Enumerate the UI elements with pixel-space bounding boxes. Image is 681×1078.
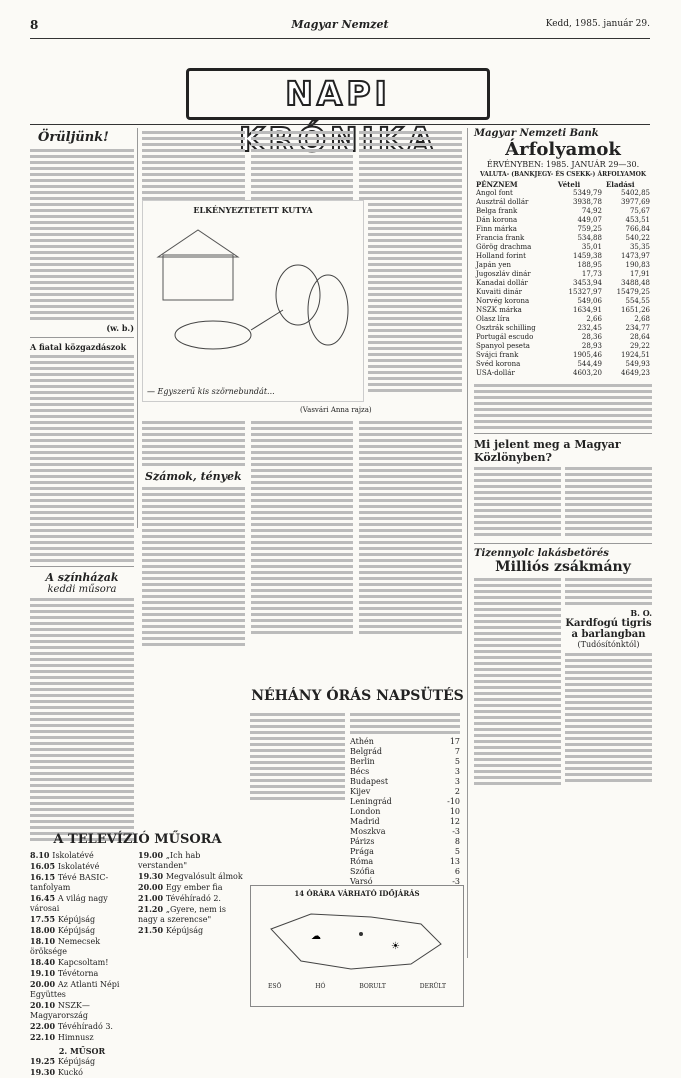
zsakmany-title-2: Milliós zsákmány	[495, 559, 631, 575]
cartoon-dog	[175, 321, 251, 349]
orul-signature: (w. b.)	[106, 323, 134, 333]
buy-rate: 759,25	[577, 225, 602, 233]
rate-row	[474, 351, 652, 360]
tv-title-text: Tévéhíradó 2.	[165, 894, 221, 903]
sun-icon: ☀	[391, 941, 400, 952]
col-divider-3	[467, 128, 468, 958]
temp-row	[350, 787, 460, 797]
tv-program	[30, 914, 134, 925]
temp-value: 17	[449, 737, 460, 746]
tv-time: 19.00	[138, 850, 166, 860]
tv-section	[30, 832, 245, 847]
buy-rate: 3453,94	[573, 279, 602, 287]
temp-row	[350, 847, 460, 857]
currency-name: Holland forint	[476, 252, 526, 260]
budapest-dot	[359, 932, 363, 936]
rate-row	[474, 297, 652, 306]
rate-row	[474, 270, 652, 279]
tv-time: 20.00	[30, 979, 58, 989]
temp-row	[350, 837, 460, 847]
col-penznem: PÉNZNEM	[476, 180, 518, 189]
hungary-outline	[271, 914, 441, 969]
weather-legend-item: ESŐ	[267, 983, 282, 990]
bank-name: Magyar Nemzeti Bank	[474, 128, 599, 139]
temp-row	[350, 737, 460, 747]
mid-right-text	[368, 200, 462, 395]
currency-name: Svéd korona	[476, 360, 521, 368]
cartoon-author: (Vasvári Anna rajza)	[300, 406, 372, 414]
temp-city: Leningrád	[350, 797, 392, 806]
rate-row	[474, 198, 652, 207]
tv-time: 16.15	[30, 872, 58, 882]
kozgazdaszok-text	[30, 355, 134, 562]
temp-city: Berlin	[350, 757, 375, 766]
sell-rate: 453,51	[625, 216, 650, 224]
weather-map	[250, 885, 464, 1007]
buy-rate: 232,45	[577, 324, 602, 332]
buy-rate: 1459,38	[573, 252, 602, 260]
tv-title-text: Iskolatévé	[57, 862, 100, 871]
tv-title-text: Tévétorna	[57, 969, 99, 978]
rate-row	[474, 369, 652, 378]
orul-text	[30, 149, 134, 320]
tv-time: 22.10	[30, 1032, 58, 1042]
kardfogu-title-1: Kardfogú tigris	[565, 618, 652, 629]
sell-rate: 4649,23	[621, 369, 650, 377]
tv-title-text: Képújság	[57, 926, 96, 935]
rate-row	[474, 252, 652, 261]
temp-city: Bécs	[350, 767, 370, 776]
napsutes-text	[250, 710, 345, 803]
currency-name: Jugoszláv dinár	[476, 270, 531, 278]
temp-value: 2	[454, 787, 460, 796]
buy-rate: 1905,46	[573, 351, 602, 359]
tv-title: A TELEVÍZIÓ MŰSORA	[53, 832, 222, 847]
tv-program	[138, 882, 245, 893]
buy-rate: 4603,20	[573, 369, 602, 377]
napsutes-title: NÉHÁNY ÓRÁS NAPSÜTÉS	[251, 688, 464, 704]
currency-name: Svájci frank	[476, 351, 519, 359]
tv-title-text: Kuckó	[57, 1068, 83, 1077]
temp-value: 7	[454, 747, 460, 756]
temp-value: -3	[452, 877, 460, 886]
sell-rate: 75,67	[629, 207, 650, 215]
temp-row	[350, 867, 460, 877]
kardfogu-title-2: a barlangban	[571, 629, 646, 640]
mid-lower-col-c	[359, 418, 462, 649]
currency-name: Spanyol peseta	[476, 342, 530, 350]
rate-row	[474, 360, 652, 369]
tv-title-text: Iskolatévé	[52, 851, 94, 860]
buy-rate: 549,06	[577, 297, 602, 305]
temps-table	[350, 737, 460, 887]
currency-name: Kuvaiti dinár	[476, 288, 522, 296]
mid-col-c	[359, 128, 462, 203]
cartoon-caption: — Egyszerű kis szörnebundát...	[147, 387, 275, 396]
sell-rate: 3488,48	[621, 279, 650, 287]
temp-row	[350, 817, 460, 827]
page-number: 8	[30, 18, 39, 32]
temp-value: 5	[454, 847, 460, 856]
temp-city: Varsó	[350, 877, 373, 886]
temp-row	[350, 827, 460, 837]
tv-title-text: Himnusz	[57, 1033, 94, 1042]
szinhazak-title: A színházak	[45, 571, 119, 584]
tv-title-text: Tévé BASIC-tanfolyam	[30, 873, 109, 892]
temp-value: -3	[452, 827, 460, 836]
arfolyam-valid: ÉRVÉNYBEN: 1985. JANUÁR 29—30.	[486, 160, 640, 169]
tv-col2	[138, 850, 245, 936]
tv-program	[30, 979, 134, 1000]
buy-rate: 2,66	[586, 315, 602, 323]
temp-city: Párizs	[350, 837, 375, 846]
tv-title-text: A világ nagy városai	[30, 894, 108, 913]
weather-map-drawing	[251, 899, 461, 979]
cartoon-person-1	[276, 265, 320, 325]
sell-rate: 17,91	[629, 270, 650, 278]
banner-rule	[30, 124, 650, 125]
temp-row	[350, 857, 460, 867]
buy-rate: 28,93	[581, 342, 602, 350]
tv-time: 22.00	[30, 1021, 58, 1031]
temp-city: Prága	[350, 847, 374, 856]
szamok-column	[142, 418, 245, 649]
left-column	[30, 128, 134, 844]
middle-top-text	[142, 128, 462, 203]
tv-program	[30, 850, 134, 861]
currency-name: Portugál escudo	[476, 333, 534, 341]
tv-time: 19.30	[30, 1067, 58, 1077]
tv-title-text: „Ich hab verstanden"	[138, 851, 201, 870]
temp-city: London	[350, 807, 381, 816]
kozgazdaszok-lead: A fiatal közgazdászok	[30, 342, 127, 352]
rate-row	[474, 306, 652, 315]
tv-program	[30, 872, 134, 893]
tv-program	[30, 925, 134, 936]
cartoon-frame	[142, 200, 364, 402]
rate-row	[474, 189, 652, 198]
rate-row	[474, 216, 652, 225]
tv-time: 16.45	[30, 893, 58, 903]
rate-row	[474, 225, 652, 234]
rate-row	[474, 342, 652, 351]
temp-row	[350, 747, 460, 757]
temp-value: 5	[454, 757, 460, 766]
temp-value: 3	[454, 777, 460, 786]
currency-name: Kanadai dollár	[476, 279, 528, 287]
tv-title-text: Tévéhíradó 3.	[57, 1022, 113, 1031]
currency-name: Osztrák schilling	[476, 324, 536, 332]
tv-title-text: NSZK—Magyarország	[30, 1001, 90, 1020]
weather-legend	[251, 983, 463, 990]
kardfogu-byline: (Tudósítónktól)	[577, 640, 640, 649]
sell-rate: 1473,97	[621, 252, 650, 260]
tv-title-text: Képújság	[57, 915, 96, 924]
rates-table	[474, 180, 652, 378]
cartoon-title: ELKÉNYEZTETETT KUTYA	[193, 205, 313, 215]
currency-name: Ausztrál dollár	[476, 198, 529, 206]
tv-program	[30, 1067, 134, 1078]
tv-title-text: Megvalósult álmok	[165, 872, 243, 881]
cartoon-leash	[251, 310, 283, 330]
tv-title-text: Képújság	[57, 1057, 96, 1066]
cartoon-roof	[158, 230, 238, 257]
weather-legend-item: BORULT	[359, 983, 386, 990]
temp-row	[350, 767, 460, 777]
tv-program	[138, 871, 245, 882]
sell-rate: 234,77	[625, 324, 650, 332]
currency-name: Angol font	[476, 189, 513, 197]
tv-program	[138, 850, 245, 871]
weather-title: 14 ÓRÁRA VÁRHATÓ IDŐJÁRÁS	[294, 889, 420, 898]
sell-rate: 190,83	[625, 261, 650, 269]
issue-date: Kedd, 1985. január 29.	[545, 19, 650, 29]
kozlony-title: Mi jelent meg a Magyar Közlönyben?	[474, 438, 621, 464]
buy-rate: 5349,79	[573, 189, 602, 197]
tv-program	[30, 1021, 134, 1032]
tv-time: 18.40	[30, 957, 58, 967]
szinhazak-subtitle: keddi műsora	[47, 584, 117, 595]
tv-title-text: Az Atlanti Népi Együttes	[30, 980, 120, 999]
temp-row	[350, 777, 460, 787]
temp-value: 12	[449, 817, 460, 826]
currency-name: USA-dollár	[476, 369, 515, 377]
rate-row	[474, 261, 652, 270]
rate-row	[474, 288, 652, 297]
cloud-icon: ☁	[311, 931, 321, 942]
paper-name: Magyar Nemzet	[291, 18, 389, 31]
middle-lower	[142, 418, 462, 649]
buy-rate: 534,88	[577, 234, 602, 242]
buy-rate: 544,49	[577, 360, 602, 368]
currency-name: Dán korona	[476, 216, 518, 224]
tv-time: 18.10	[30, 936, 58, 946]
temp-city: Moszkva	[350, 827, 386, 836]
temp-value: 13	[449, 857, 460, 866]
tv-title-text: Kapcsoltam!	[57, 958, 109, 967]
currency-name: Finn márka	[476, 225, 517, 233]
tv-time: 19.30	[138, 871, 166, 881]
temp-value: -10	[447, 797, 460, 806]
buy-rate: 15327,97	[568, 288, 602, 296]
tv-time: 19.10	[30, 968, 58, 978]
tv-time: 17.55	[30, 914, 58, 924]
rate-row	[474, 315, 652, 324]
buy-rate: 3938,78	[573, 198, 602, 206]
tv-program	[138, 925, 245, 936]
currency-name: Norvég korona	[476, 297, 530, 305]
buy-rate: 1634,91	[573, 306, 602, 314]
arfolyamok-title: Árfolyamok	[505, 139, 621, 160]
rate-row	[474, 234, 652, 243]
tv-program	[30, 861, 134, 872]
buy-rate: 74,92	[581, 207, 602, 215]
rate-row	[474, 207, 652, 216]
tv-time: 21.00	[138, 893, 166, 903]
arfolyam-sub: VALUTA- (BANKJEGY- ÉS CSEKK-) ÁRFOLYAMOK	[479, 171, 647, 178]
tv-title-text: „Gyere, nem is nagy a szerencse"	[138, 905, 226, 924]
sell-rate: 5402,85	[621, 189, 650, 197]
tv-program	[30, 936, 134, 957]
tv-program	[30, 1056, 134, 1067]
col-divider-1	[137, 128, 138, 528]
rate-row	[474, 243, 652, 252]
temp-city: Budapest	[350, 777, 389, 786]
mid-lower-col-b	[251, 418, 354, 649]
tv-program	[30, 1000, 134, 1021]
tv-title-text: Képújság	[165, 926, 204, 935]
tv-time: 18.00	[30, 925, 58, 935]
tv-time: 20.00	[138, 882, 166, 892]
temp-value: 3	[454, 767, 460, 776]
temp-value: 6	[454, 867, 460, 876]
page-header	[30, 18, 650, 34]
temp-city: Belgrád	[350, 747, 383, 756]
weather-legend-item: DERÜLT	[419, 983, 447, 990]
currency-name: Belga frank	[476, 207, 518, 215]
temp-value: 10	[449, 807, 460, 816]
buy-rate: 28,36	[581, 333, 602, 341]
weather-legend-item: HÓ	[315, 983, 326, 990]
tv-program	[30, 968, 134, 979]
buy-rate: 449,07	[577, 216, 602, 224]
sell-rate: 1651,26	[621, 306, 650, 314]
buy-rate: 188,95	[577, 261, 602, 269]
mid-col-a	[142, 128, 245, 203]
tv-time: 16.05	[30, 861, 58, 871]
sell-rate: 15479,25	[616, 288, 650, 296]
zsakmany-title-1: Tizennyolc lakásbetörés	[474, 548, 609, 559]
sell-rate: 549,93	[625, 360, 650, 368]
orul-title: Örüljünk!	[38, 130, 109, 145]
temp-city: Róma	[350, 857, 374, 866]
currency-name: NSZK márka	[476, 306, 522, 314]
sell-rate: 540,22	[625, 234, 650, 242]
rate-row	[474, 279, 652, 288]
tv-time: 8.10	[30, 850, 53, 860]
currency-name: Francia frank	[476, 234, 525, 242]
temp-value: 8	[454, 837, 460, 846]
temp-city: Madrid	[350, 817, 380, 826]
szinhazak-text	[30, 598, 134, 841]
temp-row	[350, 797, 460, 807]
rate-row	[474, 324, 652, 333]
sell-rate: 29,22	[629, 342, 650, 350]
currency-name: Görög drachma	[476, 243, 532, 251]
buy-rate: 35,01	[581, 243, 602, 251]
temp-city: Kijev	[350, 787, 371, 796]
right-column	[474, 128, 652, 788]
temp-city: Athén	[350, 737, 374, 746]
tv-program	[30, 957, 134, 968]
tv-program	[30, 1032, 134, 1043]
sell-rate: 3977,69	[621, 198, 650, 206]
szamok-title: Számok, tények	[145, 470, 242, 483]
sell-rate: 35,35	[629, 243, 650, 251]
tv-col1	[30, 850, 134, 1078]
tv-time: 21.50	[138, 925, 166, 935]
sell-rate: 2,68	[634, 315, 650, 323]
tv-title-text: Egy ember fia	[165, 883, 223, 892]
tv-time: 21.20	[138, 904, 166, 914]
temp-row	[350, 807, 460, 817]
tv-program	[30, 893, 134, 914]
currency-name: Japán yen	[476, 261, 511, 269]
col-eladasi: Eladási	[605, 180, 635, 189]
tv-title-text: Nemecsek öröksége	[30, 937, 101, 956]
sell-rate: 1924,51	[621, 351, 650, 359]
sign-bo: B. O.	[630, 608, 652, 618]
cartoon-illustration	[143, 215, 361, 375]
temp-city: Szófia	[350, 867, 375, 876]
buy-rate: 17,73	[581, 270, 602, 278]
temps-block	[350, 710, 460, 887]
rate-row	[474, 333, 652, 342]
temp-row	[350, 757, 460, 767]
tv-time: 20.10	[30, 1000, 58, 1010]
sell-rate: 28,64	[629, 333, 650, 341]
col-veteli: Vételi	[557, 180, 581, 189]
tv-time: 19.25	[30, 1056, 58, 1066]
sell-rate: 554,55	[625, 297, 650, 305]
header-rule	[30, 38, 650, 39]
cartoon-house	[163, 255, 233, 300]
mid-col-b	[251, 128, 354, 203]
section-banner: NAPI	[186, 68, 490, 120]
cartoon-person-2	[308, 275, 348, 345]
sell-rate: 766,84	[625, 225, 650, 233]
tv-program	[138, 904, 245, 925]
currency-name: Olasz líra	[476, 315, 510, 323]
tv-program	[138, 893, 245, 904]
tv-second-title: 2. MŰSOR	[58, 1046, 106, 1056]
